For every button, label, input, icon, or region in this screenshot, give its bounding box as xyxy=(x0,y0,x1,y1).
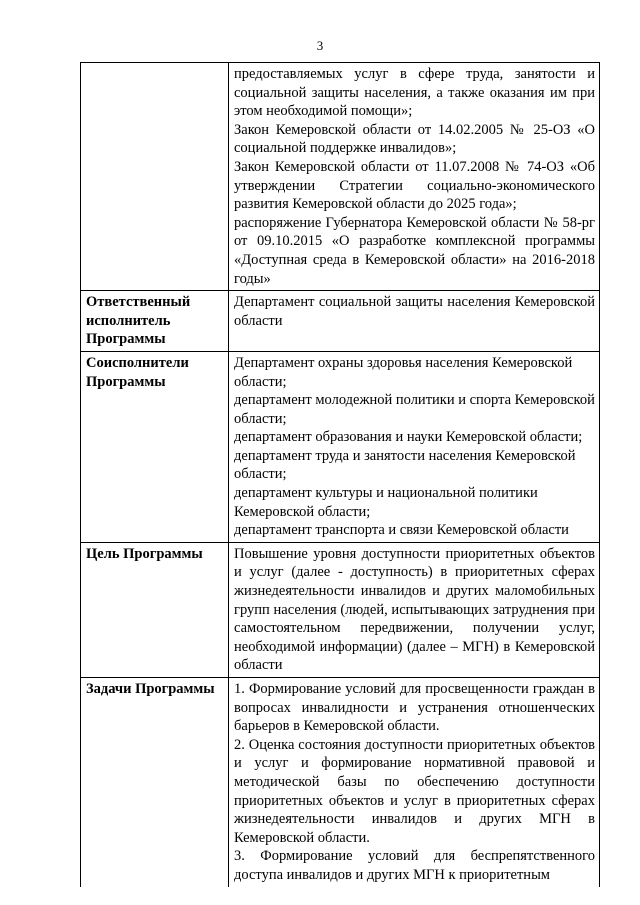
legal-basis-line: Закон Кемеровской области от 14.02.2005 № 25-ОЗ «О социальной поддержке инвалидов»; xyxy=(234,121,595,157)
table-row-responsible-executor xyxy=(81,291,600,352)
goal-text: Повышение уровня доступности приоритетных объектов и услуг (далее - доступность) в приоритетных сферах жизнедеятельности инвалидов и других маломобильных групп населения (людей, испытывающих затруднения при самостоятельном передвижении, получении услуг, необходимой информации) (далее – МГН) в Кемеровской области xyxy=(234,545,595,674)
row-label: Ответственный исполнитель Программы xyxy=(81,291,229,352)
co-executor-line: департамент образования и науки Кемеровской области; xyxy=(234,429,583,446)
row-value xyxy=(229,678,600,887)
co-executor-line: департамент труда и занятости населения Кемеровской области; xyxy=(234,447,576,483)
table-row-legal-basis xyxy=(81,63,600,291)
responsible-executor-text: Департамент социальной защиты населения Кемеровской области xyxy=(234,294,595,329)
row-value xyxy=(229,63,600,291)
legal-basis-line: распоряжение Губернатора Кемеровской области № 58-рг от 09.10.2015 «О разработке комплексной программы «Доступная среда в Кемеровской области» на 2016-2018 годы» xyxy=(234,214,595,287)
row-label: Цель Программы xyxy=(81,542,229,677)
table-row-co-executors xyxy=(81,351,600,542)
co-executor-line: Департамент охраны здоровья населения Кемеровской области; xyxy=(234,354,573,390)
task-line: 2. Оценка состояния доступности приоритетных объектов и услуг и формирование нормативной правовой и методической базы по обеспечению доступности приоритетных объектов и услуг в приоритетных сферах жизнедеятельности инвалидов и других МГН в Кемеровской области. xyxy=(234,736,595,846)
legal-basis-line: предоставляемых услуг в сфере труда, занятости и социальной защиты населения, а также оказания им при этом необходимой помощи»; xyxy=(234,66,595,120)
row-value xyxy=(229,542,600,677)
co-executor-line: департамент транспорта и связи Кемеровской области xyxy=(234,522,569,539)
legal-basis-line: Закон Кемеровской области от 11.07.2008 № 74-ОЗ «Об утверждении Стратегии социально-экономического развития Кемеровской области до 2025 года»; xyxy=(234,158,595,213)
row-label: Соисполнители Программы xyxy=(81,351,229,542)
row-value xyxy=(229,351,600,542)
page-number: 3 xyxy=(316,38,324,53)
task-line: 1. Формирование условий для просвещенности граждан в вопросах инвалидности и устранения отношенческих барьеров в Кемеровской области. xyxy=(234,681,595,735)
task-line: 3. Формирование условий для беспрепятственного доступа инвалидов и других МГН к приоритетным xyxy=(234,848,595,883)
row-label: Задачи Программы xyxy=(81,678,229,887)
table-row-goal xyxy=(81,542,600,677)
co-executor-line: департамент культуры и национальной политики Кемеровской области; xyxy=(234,485,538,520)
program-passport-table xyxy=(80,62,600,887)
row-value xyxy=(229,291,600,352)
co-executor-line: департамент молодежной политики и спорта Кемеровской области; xyxy=(234,392,595,427)
table-row-tasks xyxy=(81,678,600,887)
row-label xyxy=(81,63,229,291)
